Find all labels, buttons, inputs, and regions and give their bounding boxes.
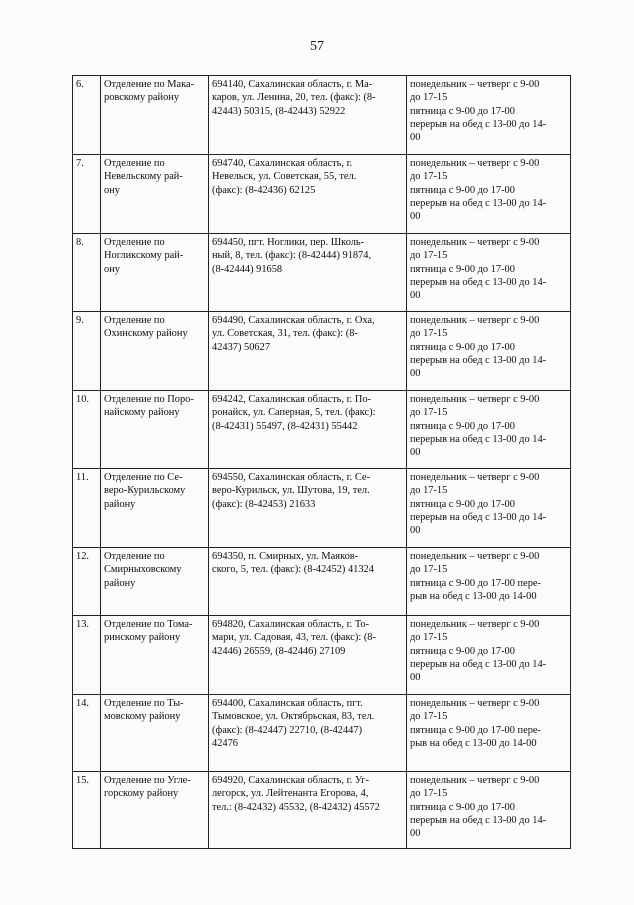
office-hours-line: понедельник – четверг с 9-00 — [410, 79, 540, 90]
office-hours-line: перерыв на обед с 13-00 до 14- — [410, 433, 547, 445]
office-name-line: мовскому району — [104, 711, 181, 723]
office-address-line: 694400, Сахалинская область, пгт. — [212, 698, 363, 709]
office-address-cell — [209, 391, 407, 469]
office-address-cell — [209, 616, 407, 695]
office-hours-cell — [407, 695, 571, 772]
office-address-cell — [209, 469, 407, 548]
office-address-line: 694820, Сахалинская область, г. То- — [212, 619, 370, 630]
office-address-line: Невельск, ул. Советская, 55, тел. — [212, 171, 357, 183]
office-address-cell — [209, 155, 407, 234]
office-hours-line: пятница с 9-00 до 17-00 — [410, 105, 515, 117]
office-name-line: Отделение по Поро- — [104, 394, 194, 405]
office-name-line: Невельскому рай- — [104, 171, 183, 183]
office-address-line: 694450, пгт. Ноглики, пер. Школь- — [212, 237, 365, 248]
office-name-line: Смирныховскому — [104, 564, 182, 576]
office-row — [73, 312, 571, 391]
office-hours-line: пятница с 9-00 до 17-00 — [410, 263, 515, 275]
office-address-line: 694140, Сахалинская область, г. Ма- — [212, 79, 373, 90]
row-number: 11. — [73, 469, 101, 548]
offices-table-body — [73, 76, 571, 849]
office-name-line: Отделение по Тома- — [104, 619, 193, 630]
office-row — [73, 469, 571, 548]
office-hours-line: 00 — [410, 447, 421, 459]
office-hours-line: до 17-15 — [410, 250, 448, 262]
office-hours-line: до 17-15 — [410, 171, 448, 183]
office-hours-line: понедельник – четверг с 9-00 — [410, 698, 540, 709]
office-address-line: Тымовское, ул. Октябрьская, 83, тел. — [212, 711, 375, 723]
office-name-line: Отделение по — [104, 551, 165, 562]
office-name-line: району — [104, 498, 136, 510]
office-hours-cell — [407, 76, 571, 155]
office-name-cell — [101, 76, 209, 155]
office-name-line: Отделение по Се- — [104, 472, 183, 483]
office-hours-line: 00 — [410, 290, 421, 302]
office-address-line: 42446) 26559, (8-42446) 27109 — [212, 645, 346, 657]
office-row — [73, 155, 571, 234]
office-address-line: (8-42444) 91658 — [212, 263, 283, 275]
office-hours-line: пятница с 9-00 до 17-00 пере- — [410, 724, 541, 736]
office-row — [73, 391, 571, 469]
office-address-cell — [209, 772, 407, 849]
office-address-line: 42437) 50627 — [212, 341, 271, 353]
office-name-line: Охинскому району — [104, 328, 188, 340]
office-hours-line: пятница с 9-00 до 17-00 — [410, 184, 515, 196]
office-address-line: 42476 — [212, 737, 238, 749]
office-hours-line: до 17-15 — [410, 407, 448, 419]
office-hours-cell — [407, 469, 571, 548]
office-hours-line: перерыв на обед с 13-00 до 14- — [410, 354, 547, 366]
office-hours-line: понедельник – четверг с 9-00 — [410, 237, 540, 248]
row-number: 10. — [73, 391, 101, 469]
office-hours-line: пятница с 9-00 до 17-00 — [410, 341, 515, 353]
office-name-line: Отделение по — [104, 158, 165, 169]
office-name-line: Отделение по Мака- — [104, 79, 195, 90]
office-hours-line: перерыв на обед с 13-00 до 14- — [410, 197, 547, 209]
office-hours-line: перерыв на обед с 13-00 до 14- — [410, 814, 547, 826]
office-name-line: ровскому району — [104, 92, 180, 104]
office-address-line: легорск, ул. Лейтенанта Егорова, 4, — [212, 788, 369, 800]
office-hours-line: пятница с 9-00 до 17-00 пере- — [410, 577, 541, 589]
row-number: 12. — [73, 548, 101, 616]
office-hours-cell — [407, 234, 571, 312]
office-address-cell — [209, 548, 407, 616]
office-hours-line: понедельник – четверг с 9-00 — [410, 619, 540, 630]
office-name-cell — [101, 616, 209, 695]
page-number: 57 — [310, 39, 324, 54]
office-address-line: мари, ул. Садовая, 43, тел. (факс): (8- — [212, 632, 376, 644]
office-name-cell — [101, 772, 209, 849]
row-number: 6. — [73, 76, 101, 155]
office-hours-line: перерыв на обед с 13-00 до 14- — [410, 511, 547, 523]
office-name-cell — [101, 155, 209, 234]
office-hours-line: до 17-15 — [410, 788, 448, 800]
office-address-line: (факс): (8-42447) 22710, (8-42447) — [212, 724, 363, 736]
office-hours-line: понедельник – четверг с 9-00 — [410, 551, 540, 562]
office-row — [73, 234, 571, 312]
office-hours-line: понедельник – четверг с 9-00 — [410, 472, 540, 483]
office-hours-line: пятница с 9-00 до 17-00 — [410, 498, 515, 510]
office-hours-line: до 17-15 — [410, 485, 448, 497]
office-address-line: 694920, Сахалинская область, г. Уг- — [212, 775, 370, 786]
office-name-line: району — [104, 577, 136, 589]
office-address-line: 42443) 50315, (8-42443) 52922 — [212, 105, 346, 117]
office-address-line: ского, 5, тел. (факс): (8-42452) 41324 — [212, 564, 374, 576]
office-hours-line: перерыв на обед с 13-00 до 14- — [410, 276, 547, 288]
office-name-cell — [101, 695, 209, 772]
office-hours-line: до 17-15 — [410, 711, 448, 723]
office-name-line: ону — [104, 184, 120, 196]
office-name-line: Отделение по — [104, 315, 165, 326]
office-hours-cell — [407, 772, 571, 849]
offices-table — [72, 75, 571, 849]
office-address-line: 694242, Сахалинская область, г. По- — [212, 394, 372, 405]
office-name-line: Отделение по Ты- — [104, 698, 184, 709]
office-address-line: (факс): (8-42436) 62125 — [212, 184, 316, 196]
office-hours-line: пятница с 9-00 до 17-00 — [410, 801, 515, 813]
row-number: 7. — [73, 155, 101, 234]
office-address-line: каров, ул. Ленина, 20, тел. (факс): (8- — [212, 92, 376, 104]
office-hours-line: понедельник – четверг с 9-00 — [410, 394, 540, 405]
office-address-line: 694490, Сахалинская область, г. Оха, — [212, 315, 375, 326]
office-name-cell — [101, 234, 209, 312]
office-address-line: (8-42431) 55497, (8-42431) 55442 — [212, 420, 358, 432]
office-hours-line: 00 — [410, 672, 421, 684]
row-number: 14. — [73, 695, 101, 772]
office-name-line: горскому району — [104, 788, 179, 800]
office-hours-line: рыв на обед с 13-00 до 14-00 — [410, 737, 537, 749]
office-hours-line: понедельник – четверг с 9-00 — [410, 158, 540, 169]
office-name-line: ринскому району — [104, 632, 181, 644]
office-hours-line: до 17-15 — [410, 328, 448, 340]
office-name-line: Отделение по — [104, 237, 165, 248]
office-hours-line: 00 — [410, 525, 421, 537]
office-name-cell — [101, 469, 209, 548]
office-hours-cell — [407, 155, 571, 234]
row-number: 9. — [73, 312, 101, 391]
office-name-line: найскому району — [104, 407, 180, 419]
office-hours-line: 00 — [410, 211, 421, 223]
office-name-line: ону — [104, 263, 120, 275]
office-address-line: ул. Советская, 31, тел. (факс): (8- — [212, 328, 358, 340]
office-hours-line: понедельник – четверг с 9-00 — [410, 315, 540, 326]
office-address-line: ный, 8, тел. (факс): (8-42444) 91874, — [212, 250, 372, 262]
office-address-cell — [209, 312, 407, 391]
office-row — [73, 616, 571, 695]
office-address-line: 694550, Сахалинская область, г. Се- — [212, 472, 370, 483]
office-hours-line: 00 — [410, 828, 421, 840]
office-hours-line: пятница с 9-00 до 17-00 — [410, 420, 515, 432]
office-address-line: (факс): (8-42453) 21633 — [212, 498, 316, 510]
office-name-line: Отделение по Угле- — [104, 775, 191, 786]
office-hours-line: рыв на обед с 13-00 до 14-00 — [410, 590, 537, 602]
office-hours-line: до 17-15 — [410, 632, 448, 644]
office-address-line: ронайск, ул. Саперная, 5, тел. (факс): — [212, 407, 376, 419]
office-hours-line: перерыв на обед с 13-00 до 14- — [410, 118, 547, 130]
office-hours-line: понедельник – четверг с 9-00 — [410, 775, 540, 786]
office-address-line: веро-Курильск, ул. Шутова, 19, тел. — [212, 485, 370, 497]
row-number: 13. — [73, 616, 101, 695]
office-row — [73, 548, 571, 616]
office-hours-cell — [407, 312, 571, 391]
office-name-cell — [101, 391, 209, 469]
row-number: 15. — [73, 772, 101, 849]
office-name-line: веро-Курильскому — [104, 485, 186, 497]
office-row — [73, 772, 571, 849]
office-hours-line: 00 — [410, 368, 421, 380]
office-row — [73, 695, 571, 772]
office-hours-line: 00 — [410, 132, 421, 144]
office-name-line: Ногликскому рай- — [104, 250, 184, 262]
row-number: 8. — [73, 234, 101, 312]
office-name-cell — [101, 312, 209, 391]
office-address-line: 694740, Сахалинская область, г. — [212, 158, 353, 169]
office-address-cell — [209, 76, 407, 155]
office-row — [73, 76, 571, 155]
office-hours-cell — [407, 548, 571, 616]
office-address-line: тел.: (8-42432) 45532, (8-42432) 45572 — [212, 801, 380, 813]
office-name-cell — [101, 548, 209, 616]
office-hours-line: до 17-15 — [410, 564, 448, 576]
office-hours-line: перерыв на обед с 13-00 до 14- — [410, 658, 547, 670]
office-address-cell — [209, 234, 407, 312]
office-hours-cell — [407, 616, 571, 695]
office-hours-line: пятница с 9-00 до 17-00 — [410, 645, 515, 657]
office-hours-line: до 17-15 — [410, 92, 448, 104]
office-hours-cell — [407, 391, 571, 469]
office-address-cell — [209, 695, 407, 772]
office-address-line: 694350, п. Смирных, ул. Маяков- — [212, 551, 359, 562]
